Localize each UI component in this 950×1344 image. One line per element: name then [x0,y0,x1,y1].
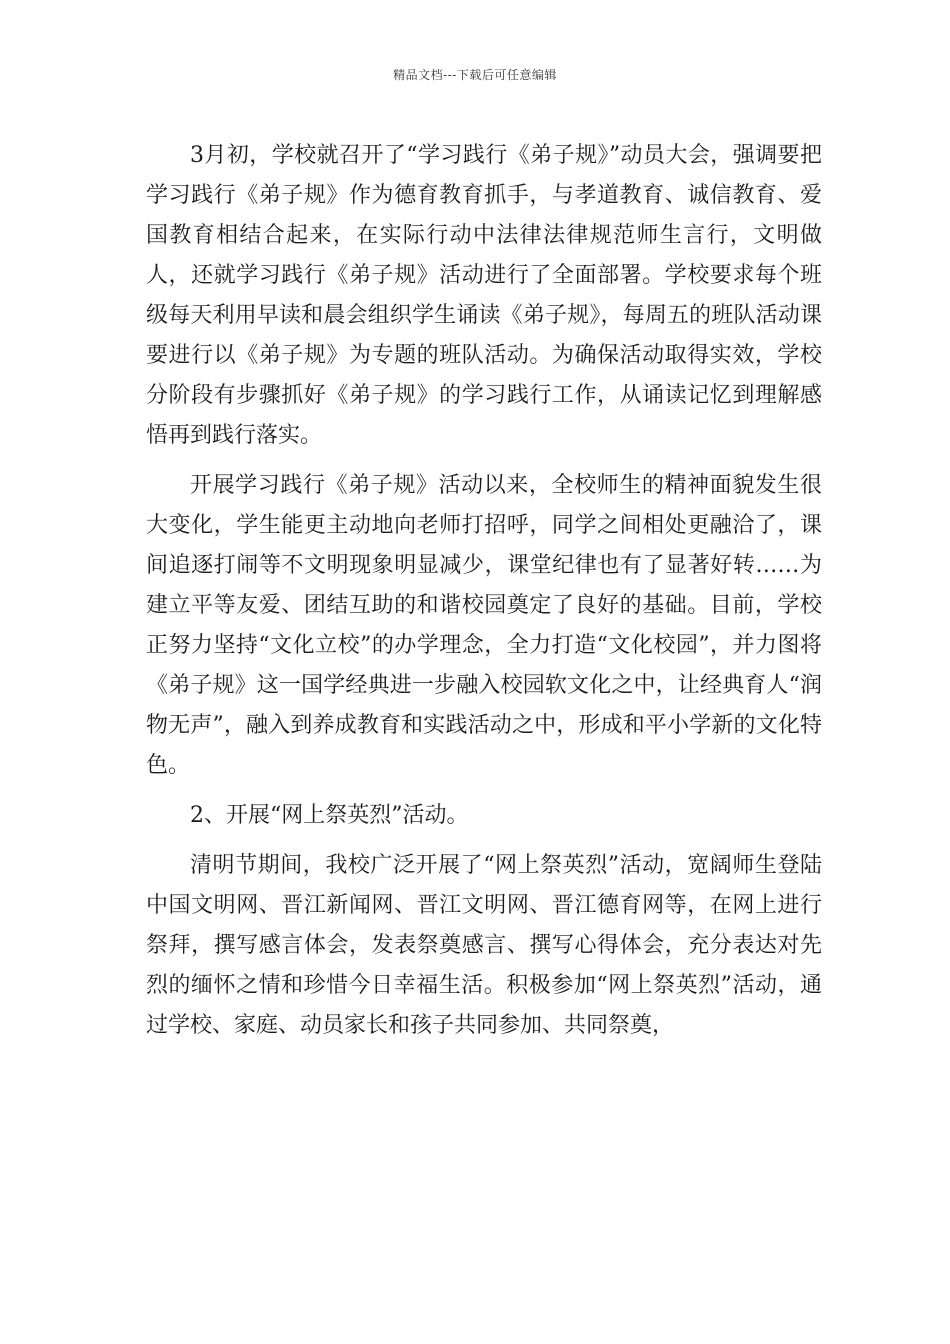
paragraph-activity-results: 开展学习践行《弟子规》活动以来，全校师生的精神面貌发生很大变化，学生能更主动地向老师打招呼，同学之间相处更融洽了，课间追逐打闹等不文明现象明显减少，课堂纪律也有了显著好转……为建立平等友爱、团结互助的和谐校园奠定了良好的基础。目前，学校正努力坚持“文化立校”的办学理念，全力打造“文化校园”，并力图将《弟子规》这一国学经典进一步融入校园软文化之中，让经典育人“润物无声”，融入到养成教育和实践活动之中，形成和平小学新的文化特色。 [146,473,822,778]
page-header: 精品文档---下载后可任意编辑 [393,68,557,82]
section-heading-online-memorial: 2、开展“网上祭英烈”活动。 [190,803,469,828]
paragraph-dizigui-mobilization: 3月初，学校就召开了“学习践行《弟子规》”动员大会，强调要把学习践行《弟子规》作为德育教育抓手，与孝道教育、诚信教育、爱国教育相结合起来，在实际行动中法律法律规范师生言行，文明做人，还就学习践行《弟子规》活动进行了全面部署。学校要求每个班级每天利用早读和晨会组织学生诵读《弟子规》，每周五的班队活动课要进行以《弟子规》为专题的班队活动。为确保活动取得实效，学校分阶段有步骤抓好《弟子规》的学习践行工作，从诵读记忆到理解感悟再到践行落实。 [146,143,822,448]
document-body [146,136,822,1046]
paragraph-online-memorial: 清明节期间，我校广泛开展了“网上祭英烈”活动，宽阔师生登陆中国文明网、晋江新闻网、晋江文明网、晋江德育网等，在网上进行祭拜，撰写感言体会，发表祭奠感言、撰写心得体会，充分表达对先烈的缅怀之情和珍惜今日幸福生活。积极参加“网上祭英烈”活动，通过学校、家庭、动员家长和孩子共同参加、共同祭奠， [146,853,822,1038]
